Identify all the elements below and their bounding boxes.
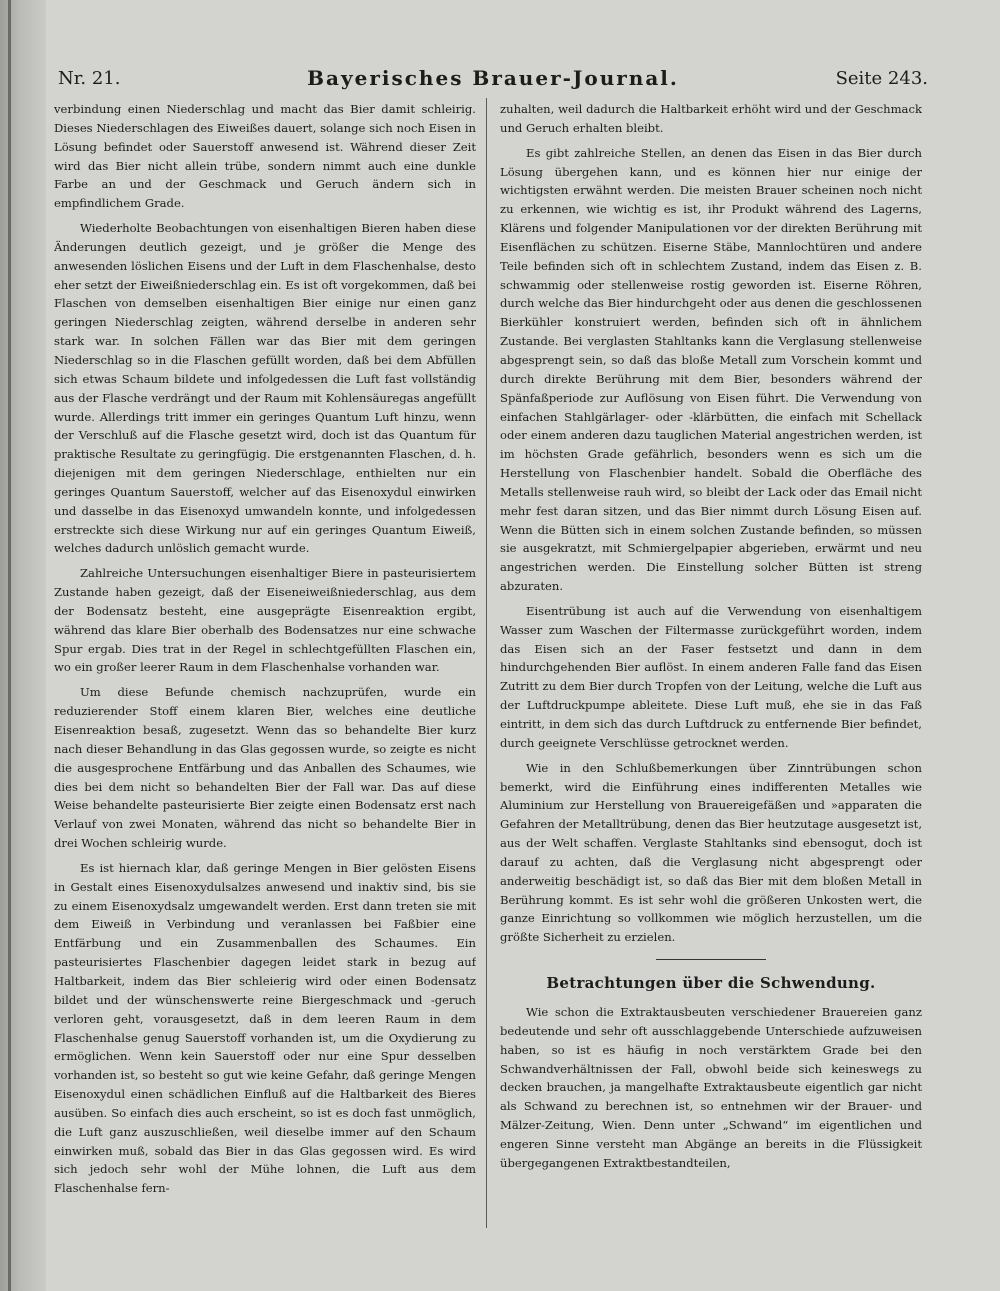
paragraph: Eisentrübung ist auch auf die Verwendung von eisenhaltigem Wasser zum Waschen der Filtermasse zurückgeführt worden, indem das Eisen sich an der Faser festsetzt und dann in dem hindurchgehenden Bier auflöst. In einem anderen Falle fand das Eisen Zutritt zu dem Bier durch Tropfen von der Leitung, welche die Luft aus der Luftdruckpumpe ableitete. Diese Luft muß, ehe sie in das Faß eintritt, in dem sich das durch Luftdruck zu entfernende Bier befindet, durch geeignete Verschlüsse getrocknet werden. bbox=[500, 603, 922, 750]
journal-page bbox=[46, 0, 1000, 1291]
journal-title: Bayerisches Brauer-Journal. bbox=[307, 66, 679, 90]
paragraph: Wiederholte Beobachtungen von eisenhaltigen Bieren haben diese Änderungen deutlich gezeigt, und je größer die Menge des anwesenden löslichen Eisens und der Luft in dem Flaschenhalse, desto eher setzt der Eiweißniederschlag ein. Es ist oft vorgekommen, daß bei Flaschen von demselben eisenhaltigen Bier einige nur einen ganz geringen Niederschlag zeigten, während derselbe in anderen sehr stark war. In solchen Fällen war das Bier mit dem geringen Niederschlag so in die Flaschen gefüllt worden, daß bei dem Abfüllen sich etwas Schaum bildete und infolgedessen die Luft fast vollständig aus der Flasche verdrängt und der Raum mit Kohlensäuregas angefüllt wurde. Allerdings tritt immer ein geringes Quantum Luft hinzu, wenn der Verschluß auf die Flasche gesetzt wird, doch ist das Quantum für praktische Resultate zu geringfügig. Die erstgenannten Flaschen, d. h. diejenigen mit dem geringen Niederschlage, enthielten nur ein geringes Quantum Sauerstoff, welcher auf das Eisenoxydul einwirken und dasselbe in das Eisenoxyd umwandeln konnte, und infolgedessen erstreckte sich diese Wirkung nur auf ein geringes Quantum Eiweiß, welches dadurch unlöslich gemacht wurde. bbox=[54, 221, 476, 556]
section-heading: Betrachtungen über die Schwendung. bbox=[546, 974, 876, 993]
paragraph: verbindung einen Niederschlag und macht das Bier damit schleirig. Dieses Niederschlagen des Eiweißes dauert, solange sich noch Eisen in Lösung befindet oder Sauerstoff anwesend ist. Während dieser Zeit wird das Bier nicht allein trübe, sondern nimmt auch eine dunkle Farbe an und der Geschmack und Geruch ändern sich in empfindlichem Grade. bbox=[54, 102, 476, 211]
paragraph: Zahlreiche Untersuchungen eisenhaltiger Biere in pasteurisiertem Zustande haben gezeigt, daß der Eiseneiweißniederschlag, aus dem der Bodensatz besteht, eine ausgeprägte Eisenreaktion ergibt, während das klare Bier oberhalb des Bodensatzes nur eine schwache Spur ergab. Dies trat in der Regel in schlechtgefüllten Flaschen ein, wo ein großer leerer Raum in dem Flaschenhalse vorhanden war. bbox=[54, 566, 476, 675]
paragraph: Wie in den Schlußbemerkungen über Zinntrübungen schon bemerkt, wird die Einführung eines indifferenten Metalles wie Aluminium zur Herstellung von Brauereigefäßen und »apparaten die Gefahren der Metalltrübung, denen das Bier heutzutage ausgesetzt ist, aus der Welt schaffen. Verglaste Stahltanks sind ebensogut, doch ist darauf zu achten, daß die Verglasung nicht abgesprengt oder anderweitig beschädigt ist, so daß das Bier mit dem bloßen Metall in Berührung kommt. Es ist sehr wohl die größeren Unkosten wert, die ganze Einrichtung so vollkommen wie möglich herzustellen, um die größte Sicherheit zu erzielen. bbox=[500, 760, 922, 945]
column-divider bbox=[486, 98, 487, 1228]
paragraph: Es gibt zahlreiche Stellen, an denen das Eisen in das Bier durch Lösung übergehen kann, und es können hier nur einige der wichtigsten erwähnt werden. Die meisten Brauer scheinen noch nicht zu erkennen, wie wichtig es ist, ihr Produkt während des Lagerns, Klärens und folgender Manipulationen vor der direkten Berührung mit Eisenflächen zu schützen. Eiserne Stäbe, Mannlochtüren und andere Teile befinden sich oft in schlechtem Zustand, indem das Eisen z. B. schwammig oder stellenweise rostig geworden ist. Eiserne Röhren, durch welche das Bier hindurchgeht oder aus denen die geschlossenen Bierkühler konstruiert werden, befinden sich oft in ähnlichem Zustande. Bei verglasten Stahltanks kann die Verglasung stellenweise abgesprengt sein, so daß das bloße Metall zum Vorschein kommt und durch direkte Berührung mit dem Bier, besonders während der Spänfaßperiode zur Auflösung von Eisen führt. Die Verwendung von einfachen Stahlgärlager- oder -klärbütten, die einfach mit Schellack oder einem anderen dazu tauglichen Material angestrichen werden, ist im höchsten Grade gefährlich, besonders wenn es sich um die Herstellung von Flaschenbier handelt. Sobald die Oberfläche des Metalls stellenweise rauh wird, so bleibt der Lack oder das Email nicht mehr fest daran sitzen, und das Bier nimmt durch Lösung Eisen auf. Wenn die Bütten sich in einem solchen Zustande befinden, so müssen sie ausgekratzt, mit Schmiergelpapier abgerieben, erwärmt und neu angestrichen werden. Die Einstellung solcher Bütten ist streng abzuraten. bbox=[500, 145, 922, 594]
issue-number: Nr. 21. bbox=[58, 68, 121, 89]
paragraph: Um diese Befunde chemisch nachzuprüfen, wurde ein reduzierender Stoff einem klaren Bier, welches eine deutliche Eisenreaktion besaß, zugesetzt. Wenn das so behandelte Bier kurz nach dieser Behandlung in das Glas gegossen wurde, so zeigte es nicht die ausgesprochene Entfärbung und das Anballen des Schaumes, wie dies bei dem nicht so behandelten Bier der Fall war. Das auf diese Weise behandelte pasteurisierte Bier zeigte einen Bodensatz erst nach Verlauf von zwei Monaten, während das nicht so behandelte Bier in drei Wochen schleirig wurde. bbox=[54, 685, 476, 851]
page-header bbox=[58, 64, 928, 94]
paragraph: Es ist hiernach klar, daß geringe Mengen in Bier gelösten Eisens in Gestalt eines Eisenoxydulsalzes anwesend und inaktiv sind, bis sie zu einem Eisenoxydsalz umgewandelt werden. Erst dann treten sie mit dem Eiweiß in Verbindung und veranlassen bei Faßbier eine Entfärbung und ein Zusammenballen des Schaumes. Ein pasteurisiertes Flaschenbier dagegen leidet stark in bezug auf Haltbarkeit, indem das Bier schleierig wird oder einen Bodensatz bildet und der wünschenswerte reine Biergeschmack und -geruch verloren geht, vorausgesetzt, daß in dem leeren Raum in dem Flaschenhalse genug Sauerstoff vorhanden ist, um die Oxydierung zu ermöglichen. Wenn kein Sauerstoff oder nur eine Spur desselben vorhanden ist, so besteht so gut wie keine Gefahr, daß geringe Mengen Eisenoxydul einen schädlichen Einfluß auf die Haltbarkeit des Bieres ausüben. So einfach dies auch erscheint, so ist es doch fast unmöglich, die Luft ganz auszuschließen, weil dieselbe immer auf den Schaum einwirken muß, sobald das Bier in das Glas gegossen wird. Es wird sich jedoch sehr wohl der Mühe lohnen, die Luft aus dem Flaschenhalse fern- bbox=[54, 860, 476, 1196]
left-column bbox=[54, 100, 476, 1230]
right-column bbox=[500, 100, 922, 1230]
book-spine-edge bbox=[0, 0, 46, 1291]
paragraph: zuhalten, weil dadurch die Haltbarkeit erhöht wird und der Geschmack und Geruch erhalten bleibt. bbox=[500, 102, 922, 135]
section-separator bbox=[656, 959, 766, 960]
paragraph: Wie schon die Extraktausbeuten verschiedener Brauereien ganz bedeutende und sehr oft ausschlaggebende Unterschiede aufzuweisen haben, so ist es häufig in noch verstärktem Grade bei den Schwandverhältnissen der Fall, obwohl beide sich keineswegs zu decken brauchen, ja mangelhafte Extraktausbeute eigentlich gar nicht als Schwand zu berechnen ist, so entnehmen wir der Brauer- und Mälzer-Zeitung, Wien. Denn unter „Schwand“ im eigentlichen und engeren Sinne versteht man Abgänge an bereits in die Flüssigkeit übergegangenen Extraktbestandteilen, bbox=[500, 1004, 922, 1170]
binding-line bbox=[8, 0, 11, 1291]
page-number: Seite 243. bbox=[835, 68, 928, 89]
